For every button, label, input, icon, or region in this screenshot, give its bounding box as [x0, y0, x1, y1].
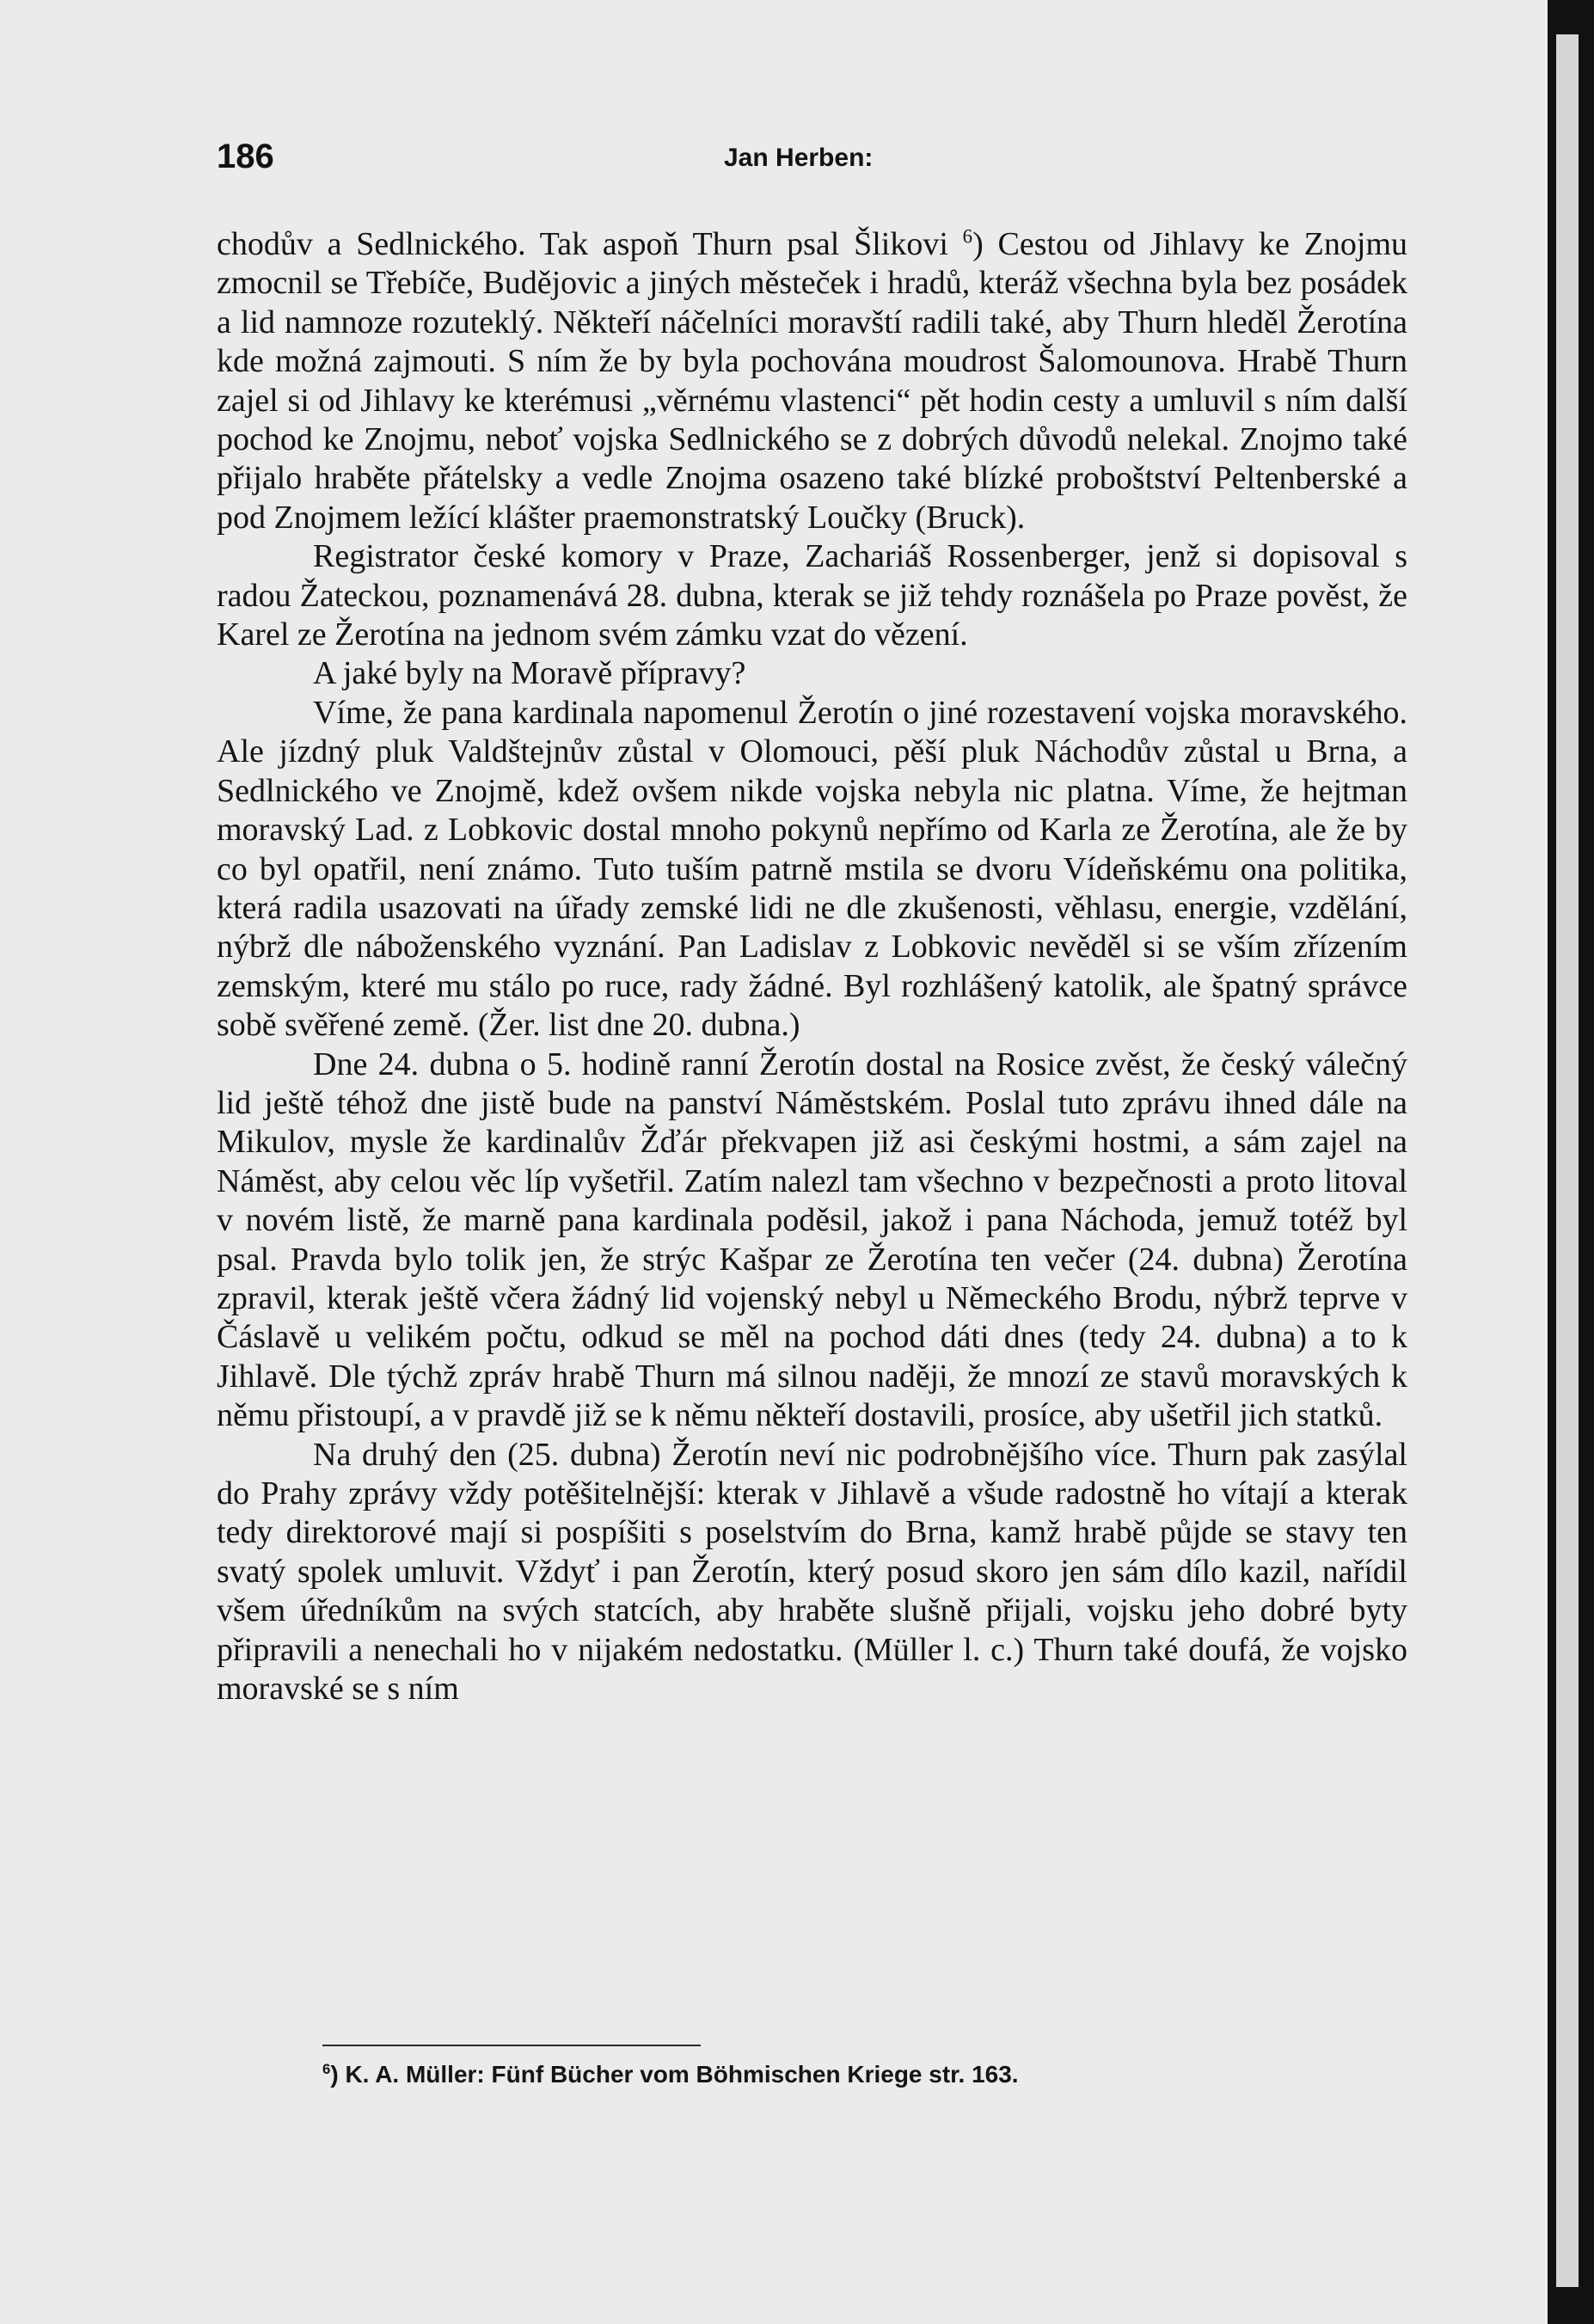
paragraph: Registrator české komory v Praze, Zachariáš Rossenberger, jenž si dopisoval s radou Žateckou, poznamenává 28. dubna, kterak se již tehdy roznášela po Praze pověst, že Karel ze Žerotína na jednom svém zámku vzat do vězení.	[217, 538, 1407, 653]
next-page-edge	[1556, 34, 1579, 2287]
body-text	[217, 225, 1407, 1708]
running-head: Jan Herben:	[724, 144, 874, 172]
paragraph-text: ) Cestou od Jihlavy ke Znojmu zmocnil se Třebíče, Budějovic a jiných městeček i hradů, kteráž všechna byla bez posádek a lid namnoze rozuteklý. Někteří náčelníci moravští radili také, aby Thurn hleděl Žerotína kde možná zajmouti. S ním že by byla pochována moudrost Šalomounova. Hrabě Thurn zajel si od Jihlavy ke kterémusi „věrnému vlastenci“ pět hodin cesty a umluvil s ním další pochod ke Znojmu, neboť vojska Sedlnického se z dobrých důvodů nelekal. Znojmo také přijalo hraběte přátelsky a vedle Znojma osazeno také blízké proboštství Peltenberské a pod Znojmem ležící klášter praemonstratský Loučky (Bruck).	[217, 226, 1407, 536]
footnote-marker: 6	[322, 2060, 331, 2077]
scan-edge	[1548, 0, 1594, 2324]
footnote-reference: 6	[962, 225, 973, 248]
paragraph: Dne 24. dubna o 5. hodině ranní Žerotín dostal na Rosice zvěst, že český válečný lid ještě téhož dne jistě bude na panství Náměstském. Poslal tuto zprávu ihned dále na Mikulov, mysle že kardinalův Žďár překvapen již asi českými hostmi, a sám zajel na Náměst, aby celou věc líp vyšetřil. Zatím nalezl tam všechno v bezpečnosti a proto litoval v novém listě, že marně pana kardinala poděsil, jakož i pana Náchoda, jemuž totéž byl psal. Pravda bylo tolik jen, že strýc Kašpar ze Žerotína ten večer (24. dubna) Žerotína zpravil, kterak ještě včera žádný lid vojenský nebyl u Německého Brodu, nýbrž teprve v Čáslavě u velikém počtu, odkud se měl na pochod dáti dnes (tedy 24. dubna) a to k Jihlavě. Dle týchž zpráv hrabě Thurn má silnou naději, že mnozí ze stavů moravských k němu přistoupí, a v pravdě již se k němu někteří dostavili, prosíce, aby ušetřil jich statků.	[217, 1045, 1407, 1434]
paragraph: A jaké byly na Moravě přípravy?	[313, 655, 746, 692]
paragraph: Na druhý den (25. dubna) Žerotín neví nic podrobnějšího více. Thurn pak zasýlal do Prahy zprávy vždy potěšitelnější: kterak v Jihlavě a všude radostně ho vítají a kterak tedy direktorové mají si pospíšiti s poselstvím do Brna, kamž hrabě půjde se stavy ten svatý spolek umluvit. Vždyť i pan Žerotín, který posud skoro jen sám dílo kazil, nařídil všem úředníkům na svých statcích, aby hraběte slušně přijali, vojsku jeho dobré byty připravili a nenechali ho v nijakém nedostatku. (Müller l. c.) Thurn také doufá, že vojsko moravské se s ním	[217, 1436, 1407, 1708]
paragraph	[217, 225, 1407, 537]
footnote	[322, 2057, 1440, 2092]
page-header	[217, 138, 1403, 175]
footnote-text: ) K. A. Müller: Fünf Bücher vom Böhmischen Kriege str. 163.	[330, 2061, 1019, 2088]
page-number: 186	[217, 138, 274, 175]
paragraph: Víme, že pana kardinala napomenul Žerotín o jiné rozestavení vojska moravského. Ale jízdný pluk Valdštejnův zůstal v Olomouci, pěší pluk Náchodův zůstal u Brna, a Sedlnického ve Znojmě, kdež ovšem nikde vojska nebyla nic platna. Víme, že hejtman moravský Lad. z Lobkovic dostal mnoho pokynů nepřímo od Karla ze Žerotína, ale že by co byl opatřil, není známo. Tuto tuším patrně mstila se dvoru Vídeňskému ona politika, která radila usazovati na úřady zemské lidi ne dle zkušenosti, věhlasu, energie, vzdělání, nýbrž dle náboženského vyznání. Pan Ladislav z Lobkovic nevěděl si se vším zřízením zemským, které mu stálo po ruce, rady žádné. Byl rozhlášený katolik, ale špatný správce sobě svěřené země. (Žer. list dne 20. dubna.)	[217, 694, 1407, 1044]
paragraph-text: chodův a Sedlnického. Tak aspoň Thurn psal Šlikovi	[217, 226, 963, 262]
footnote-divider	[322, 2045, 701, 2046]
